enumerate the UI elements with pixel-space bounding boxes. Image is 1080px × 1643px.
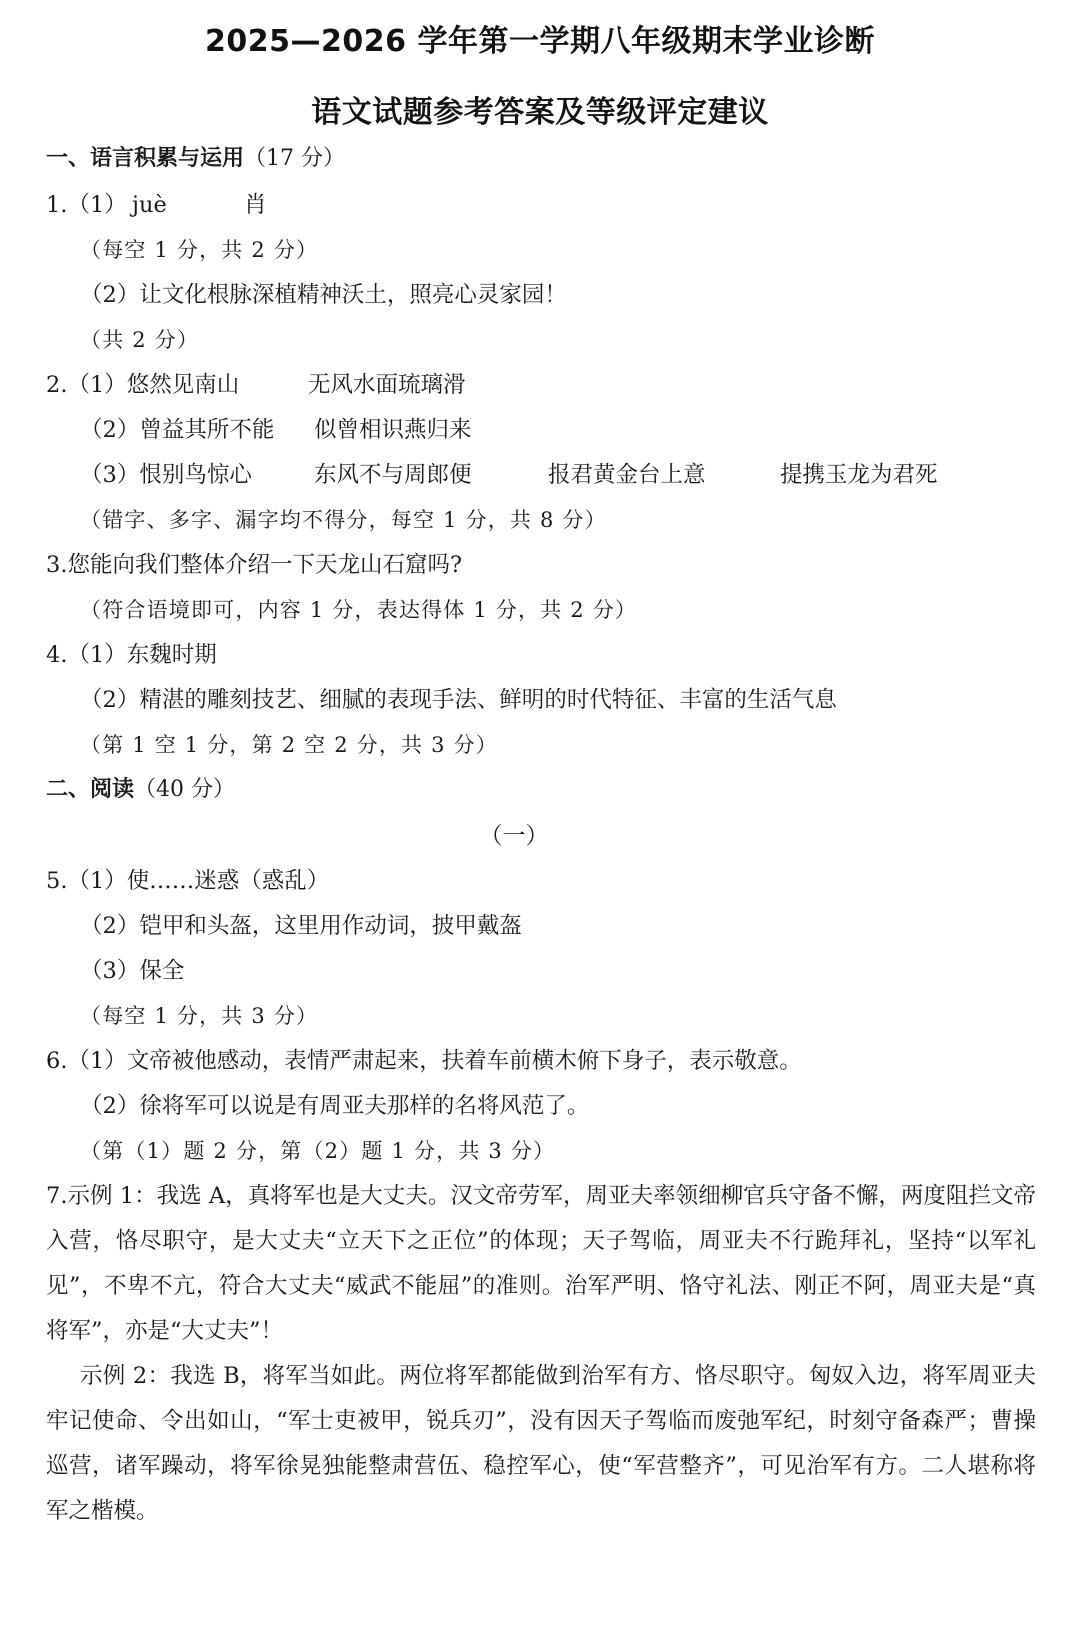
question-4-part-2: （2）精湛的雕刻技艺、细腻的表现手法、鲜明的时代特征、丰富的生活气息 bbox=[80, 687, 837, 713]
page-title: 2025—2026 学年第一学期八年级期末学业诊断 bbox=[205, 24, 875, 59]
answer-text: 似曾相识燕归来 bbox=[314, 417, 472, 443]
scoring-note: （第（1）题 2 分，第（2）题 1 分，共 3 分） bbox=[80, 1139, 556, 1163]
question-5-part-1: 5.（1）使……迷惑（惑乱） bbox=[46, 868, 330, 894]
section-score: （40 分） bbox=[134, 777, 236, 802]
scoring-note: （共 2 分） bbox=[80, 328, 200, 352]
answer-pinyin: juè bbox=[132, 192, 167, 218]
answer-text: （3）恨别鸟惊心 bbox=[80, 462, 252, 488]
question-2-part-2 bbox=[80, 414, 472, 446]
reading-part-label: （一） bbox=[479, 823, 549, 849]
question-label: 1.（1） bbox=[46, 192, 127, 218]
answer-text: 东风不与周郎便 bbox=[314, 462, 472, 488]
answer-text: 提携玉龙为君死 bbox=[780, 462, 938, 488]
section-heading-1 bbox=[46, 143, 345, 175]
answer-text: （2）曾益其所不能 bbox=[80, 417, 275, 443]
question-2-part-3 bbox=[80, 459, 938, 491]
scoring-note: （符合语境即可，内容 1 分，表达得体 1 分，共 2 分） bbox=[80, 598, 638, 622]
answer-text: 报君黄金台上意 bbox=[548, 462, 706, 488]
section-title: 二、阅读 bbox=[46, 777, 135, 802]
question-1-part-2: （2）让文化根脉深植精神沃土，照亮心灵家园！ bbox=[80, 282, 567, 308]
question-4-part-1: 4.（1）东魏时期 bbox=[46, 642, 217, 668]
question-3-answer: 3.您能向我们整体介绍一下天龙山石窟吗? bbox=[46, 552, 463, 578]
question-2-part-1 bbox=[46, 369, 466, 401]
page-subtitle: 语文试题参考答案及等级评定建议 bbox=[311, 95, 769, 130]
scoring-note: （第 1 空 1 分，第 2 空 2 分，共 3 分） bbox=[80, 733, 498, 757]
question-6-part-1: 6.（1）文帝被他感动，表情严肃起来，扶着车前横木俯下身子，表示敬意。 bbox=[46, 1048, 802, 1074]
question-5-part-3: （3）保全 bbox=[80, 958, 185, 984]
scoring-note: （错字、多字、漏字均不得分，每空 1 分，共 8 分） bbox=[80, 508, 607, 532]
question-7-example-1: 7.示例 1：我选 A，真将军也是大丈夫。汉文帝劳军，周亚夫率领细柳官兵守备不懈，两度阻拦文帝入营，恪尽职守，是大丈夫“立天下之正位”的体现；天子驾临，周亚夫不行跪拜礼，坚持“以军礼见”，不卑不亢，符合大丈夫“威武不能屈”的准则。治军严明、恪守礼法、刚正不阿，周亚夫是“真将军”，亦是“大丈夫”！ bbox=[46, 1183, 1036, 1344]
section-heading-2 bbox=[46, 774, 235, 806]
section-title: 一、语言积累与运用 bbox=[46, 146, 245, 171]
question-1-part-1 bbox=[46, 189, 267, 221]
section-score: （17 分） bbox=[244, 146, 346, 171]
answer-text: 2.（1）悠然见南山 bbox=[46, 372, 240, 398]
scoring-note: （每空 1 分，共 2 分） bbox=[80, 238, 319, 262]
question-7-example-2: 示例 2：我选 B，将军当如此。两位将军都能做到治军有方、恪尽职守。匈奴入边，将军周亚夫牢记使命、令出如山，“军士吏被甲，锐兵刃”，没有因天子驾临而废弛军纪，时刻守备森严；曹操巡营，诸军躁动，将军徐晃独能整肃营伍、稳控军心，使“军营整齐”，可见治军有方。二人堪称将军之楷模。 bbox=[46, 1363, 1036, 1524]
answer-text: 无风水面琉璃滑 bbox=[308, 372, 466, 398]
answer-character: 肖 bbox=[244, 192, 267, 218]
question-6-part-2: （2）徐将军可以说是有周亚夫那样的名将风范了。 bbox=[80, 1093, 590, 1119]
scoring-note: （每空 1 分，共 3 分） bbox=[80, 1004, 319, 1028]
question-5-part-2: （2）铠甲和头盔，这里用作动词，披甲戴盔 bbox=[80, 913, 522, 939]
